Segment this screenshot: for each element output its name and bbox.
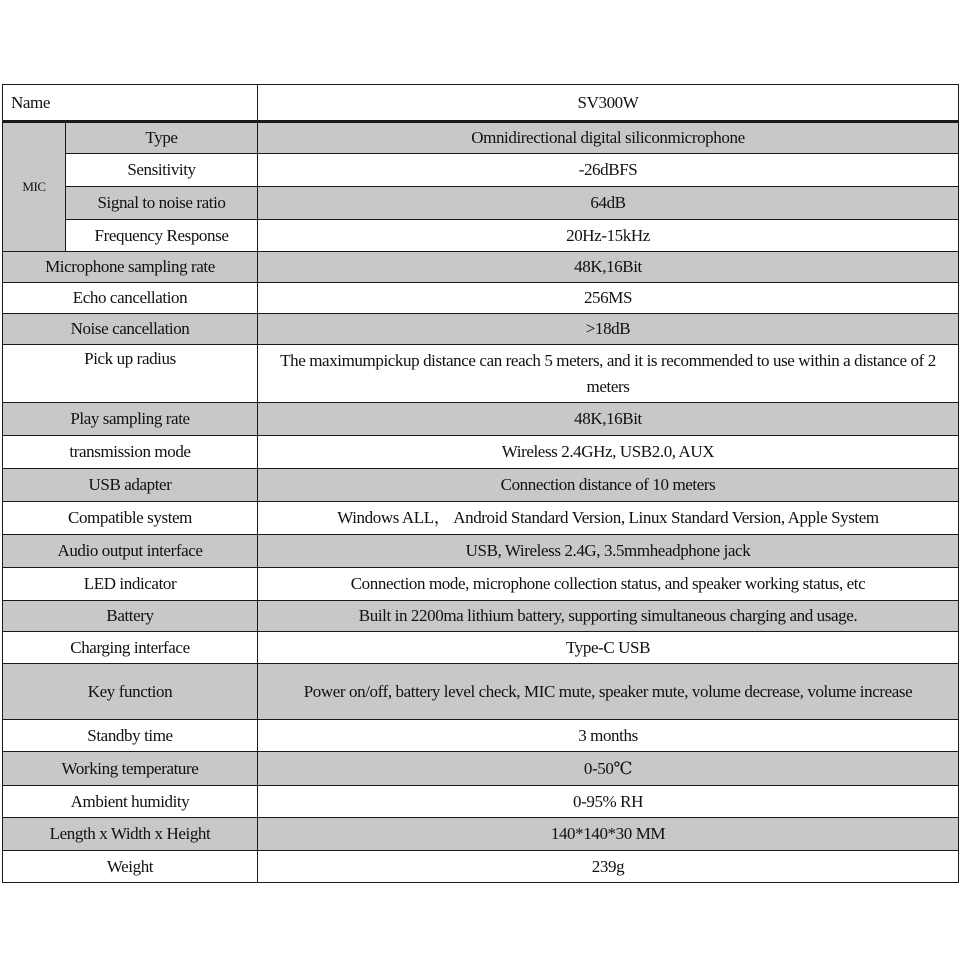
table-row (3, 314, 959, 345)
spec-value: Connection mode, microphone collection status, and speaker working status, etc (258, 568, 959, 601)
spec-value: 0-95% RH (258, 786, 959, 818)
spec-label: Standby time (3, 720, 258, 752)
spec-table (2, 84, 959, 883)
spec-label: USB adapter (3, 469, 258, 502)
spec-value: Omnidirectional digital siliconmicrophone (258, 122, 959, 154)
spec-value: 256MS (258, 283, 959, 314)
spec-value: >18dB (258, 314, 959, 345)
table-row (3, 851, 959, 883)
table-row (3, 720, 959, 752)
spec-value: 140*140*30 MM (258, 818, 959, 851)
spec-value: 3 months (258, 720, 959, 752)
table-row (3, 752, 959, 786)
spec-label: Length x Width x Height (3, 818, 258, 851)
spec-value: Windows ALL， Android Standard Version, Linux Standard Version, Apple System (258, 502, 959, 535)
table-row (3, 664, 959, 720)
spec-value: 64dB (258, 187, 959, 220)
name-value: SV300W (258, 85, 959, 122)
spec-label: Noise cancellation (3, 314, 258, 345)
spec-label: Frequency Response (66, 220, 258, 252)
spec-value: 48K,16Bit (258, 252, 959, 283)
spec-label: LED indicator (3, 568, 258, 601)
spec-label: Charging interface (3, 632, 258, 664)
table-row (3, 436, 959, 469)
spec-value: Wireless 2.4GHz, USB2.0, AUX (258, 436, 959, 469)
table-row (3, 252, 959, 283)
spec-value: Type-C USB (258, 632, 959, 664)
spec-label: Weight (3, 851, 258, 883)
table-row-name (3, 85, 959, 122)
spec-label: transmission mode (3, 436, 258, 469)
spec-value: 48K,16Bit (258, 403, 959, 436)
mic-group-label: MIC (3, 122, 66, 252)
spec-label: Signal to noise ratio (66, 187, 258, 220)
spec-value: Power on/off, battery level check, MIC mute, speaker mute, volume decrease, volume increase (258, 664, 959, 720)
spec-label: Key function (3, 664, 258, 720)
table-row (3, 220, 959, 252)
table-row (3, 403, 959, 436)
table-row (3, 786, 959, 818)
spec-value: 239g (258, 851, 959, 883)
table-row (3, 469, 959, 502)
spec-label: Microphone sampling rate (3, 252, 258, 283)
spec-label: Play sampling rate (3, 403, 258, 436)
spec-label: Echo cancellation (3, 283, 258, 314)
table-row (3, 502, 959, 535)
spec-value: -26dBFS (258, 154, 959, 187)
spec-value: The maximumpickup distance can reach 5 meters, and it is recommended to use within a distance of 2 meters (258, 345, 959, 403)
table-row (3, 535, 959, 568)
name-label: Name (3, 85, 258, 122)
table-row (3, 122, 959, 154)
spec-label: Compatible system (3, 502, 258, 535)
spec-label: Audio output interface (3, 535, 258, 568)
table-row (3, 818, 959, 851)
spec-label: Battery (3, 601, 258, 632)
table-row (3, 283, 959, 314)
spec-label: Type (66, 122, 258, 154)
table-row (3, 632, 959, 664)
spec-value: USB, Wireless 2.4G, 3.5mmheadphone jack (258, 535, 959, 568)
table-row (3, 187, 959, 220)
spec-value: 20Hz-15kHz (258, 220, 959, 252)
table-row (3, 601, 959, 632)
spec-value: Connection distance of 10 meters (258, 469, 959, 502)
spec-value: Built in 2200ma lithium battery, supporting simultaneous charging and usage. (258, 601, 959, 632)
spec-value: 0-50℃ (258, 752, 959, 786)
table-row (3, 345, 959, 403)
spec-label: Pick up radius (3, 345, 258, 403)
spec-label: Ambient humidity (3, 786, 258, 818)
spec-label: Sensitivity (66, 154, 258, 187)
table-row (3, 154, 959, 187)
spec-label: Working temperature (3, 752, 258, 786)
table-row (3, 568, 959, 601)
